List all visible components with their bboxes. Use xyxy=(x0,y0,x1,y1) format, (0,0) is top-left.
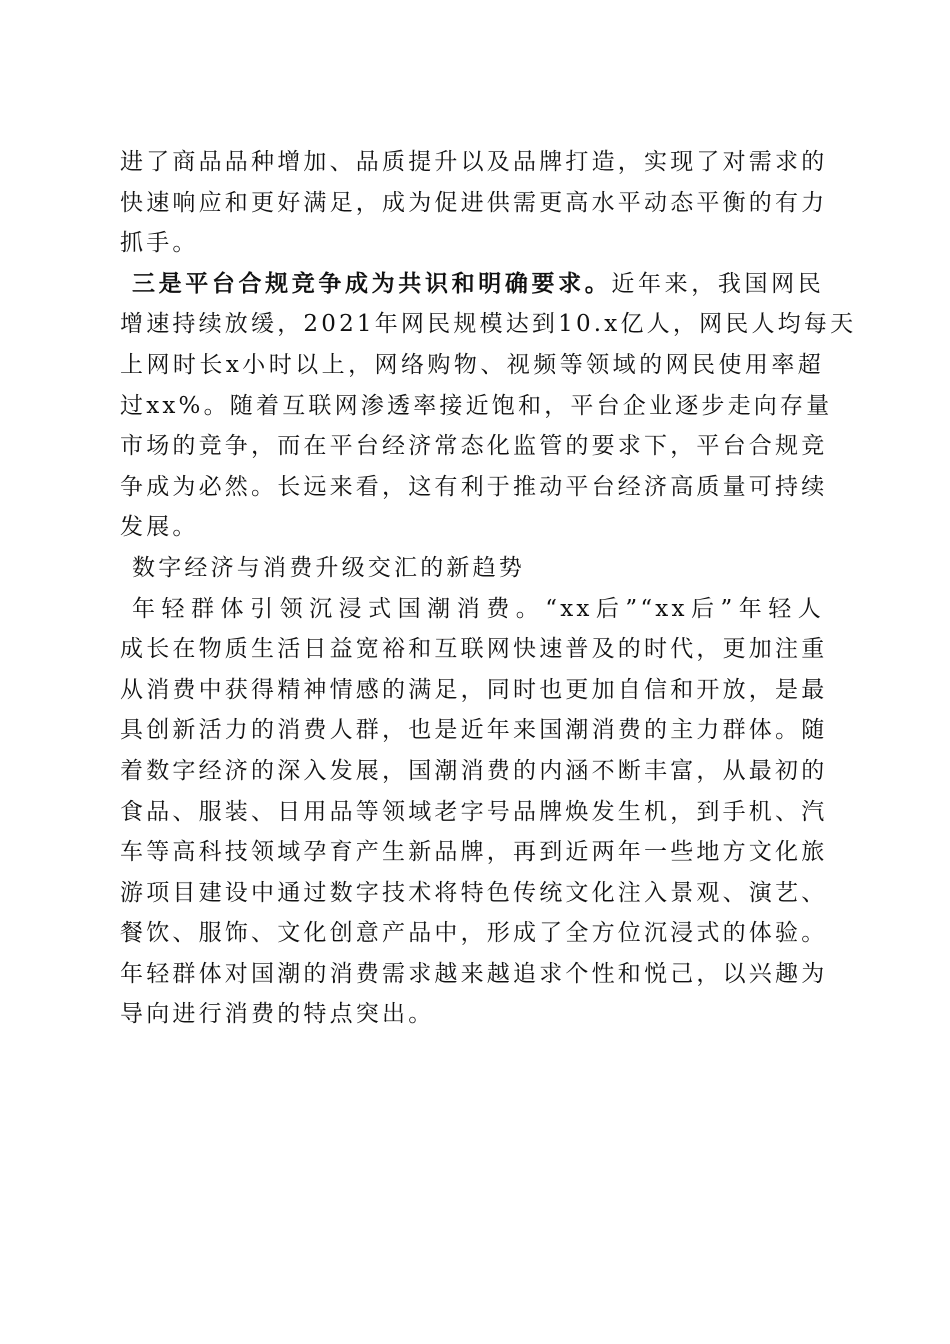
text-line: 年轻群体对国潮的消费需求越来越追求个性和悦己，以兴趣为 xyxy=(120,960,828,987)
text-line xyxy=(120,264,824,305)
text-line: 年轻群体引领沉浸式国潮消费。“xx后”“xx后”年轻人 xyxy=(132,595,824,622)
paragraph-platform-compliance xyxy=(120,264,857,548)
text-line: 过xx%。随着互联网渗透率接近饱和，平台企业逐步走向存量 xyxy=(120,392,833,419)
text-line: 快速响应和更好满足，成为促进供需更高水平动态平衡的有力 xyxy=(120,189,828,216)
text-line: 食品、服装、日用品等领域老字号品牌焕发生机，到手机、汽 xyxy=(120,798,828,825)
paragraph-young-guochao xyxy=(120,589,828,1036)
text-line: 市场的竞争，而在平台经济常态化监管的要求下，平台合规竞 xyxy=(120,433,828,460)
text-run: 近年来，我国网民 xyxy=(611,270,824,297)
paragraph-continuation xyxy=(120,142,828,264)
text-line: 成长在物质生活日益宽裕和互联网快速普及的时代，更加注重 xyxy=(120,636,828,663)
text-line: 争成为必然。长远来看，这有利于推动平台经济高质量可持续 xyxy=(120,473,828,500)
text-line: 导向进行消费的特点突出。 xyxy=(120,1001,435,1028)
text-line: 发展。 xyxy=(120,514,199,541)
text-line: 游项目建设中通过数字技术将特色传统文化注入景观、演艺、 xyxy=(120,879,828,906)
bold-lead-sentence: 三是平台合规竞争成为共识和明确要求。 xyxy=(132,269,612,297)
document-page xyxy=(120,142,857,1035)
section-heading: 数字经济与消费升级交汇的新趋势 xyxy=(132,554,525,581)
text-line: 增速持续放缓，2021年网民规模达到10.x亿人，网民人均每天 xyxy=(120,311,857,338)
text-line: 进了商品品种增加、品质提升以及品牌打造，实现了对需求的 xyxy=(120,149,828,175)
text-line: 抓手。 xyxy=(120,230,199,257)
text-line: 车等高科技领域孕育产生新品牌，再到近两年一些地方文化旅 xyxy=(120,839,828,866)
text-line: 从消费中获得精神情感的满足，同时也更加自信和开放，是最 xyxy=(120,676,828,703)
text-line: 着数字经济的深入发展，国潮消费的内涵不断丰富，从最初的 xyxy=(120,757,828,784)
text-line: 具创新活力的消费人群，也是近年来国潮消费的主力群体。随 xyxy=(120,717,828,744)
text-line: 餐饮、服饰、文化创意产品中，形成了全方位沉浸式的体验。 xyxy=(120,920,828,947)
text-line: 上网时长x小时以上，网络购物、视频等领域的网民使用率超 xyxy=(120,351,824,378)
